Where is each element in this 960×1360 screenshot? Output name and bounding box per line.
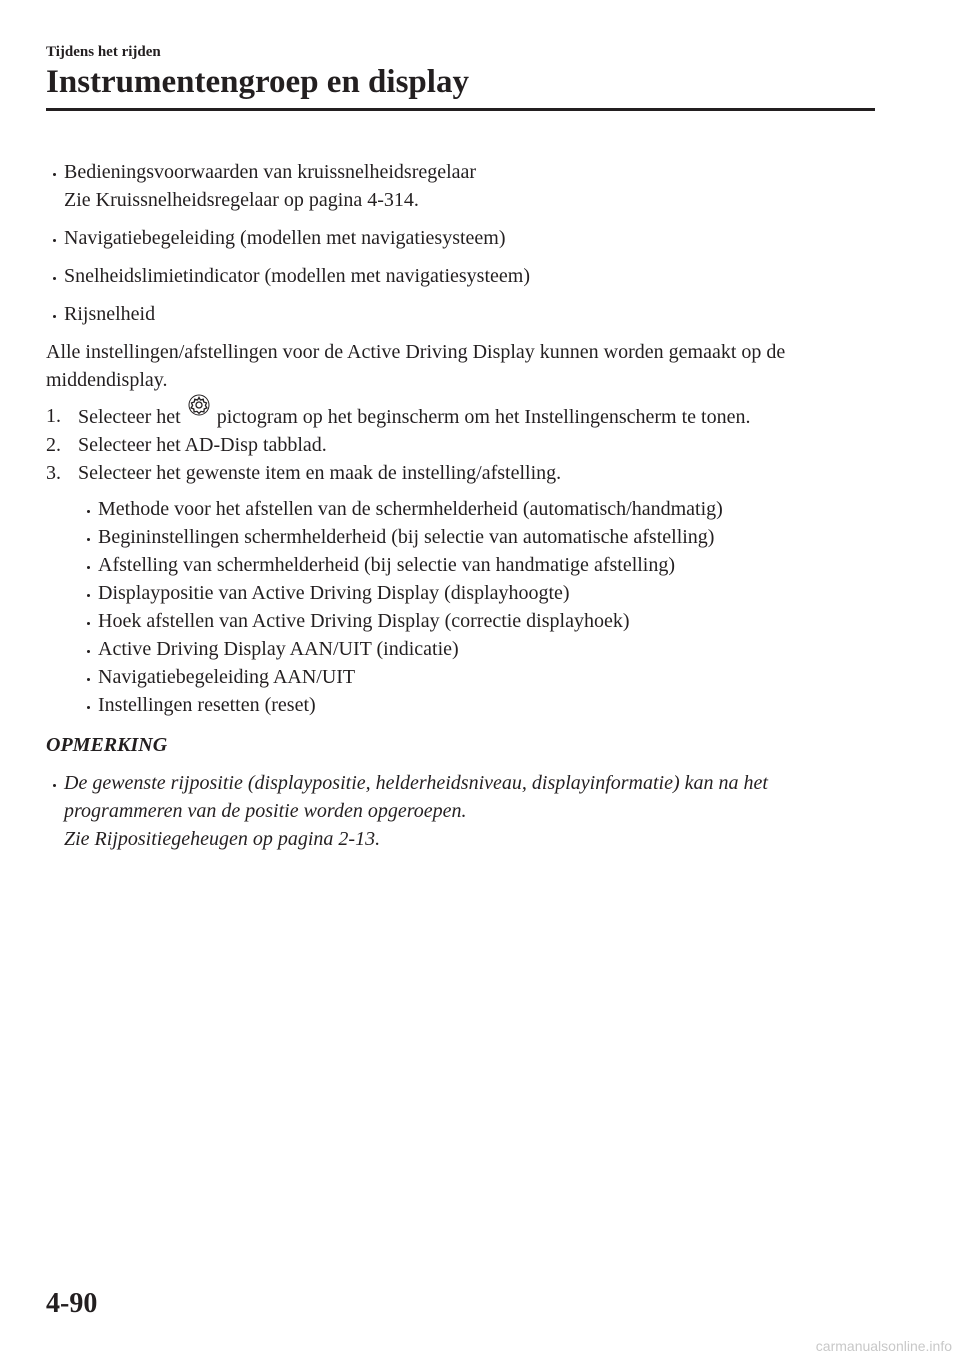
step-text: Selecteer het gewenste item en maak de instelling/afstelling.	[78, 462, 562, 484]
list-item: Hoek afstellen van Active Driving Display (correctie displayhoek)	[80, 607, 876, 635]
settings-gear-icon	[188, 394, 210, 416]
list-item	[46, 300, 876, 328]
list-item-text: Navigatiebegeleiding (modellen met navigatiesysteem)	[64, 227, 506, 249]
step-number: 3.	[46, 462, 61, 484]
list-item	[46, 262, 876, 290]
list-item: Active Driving Display AAN/UIT (indicatie)	[80, 635, 876, 663]
step-text: pictogram op het beginscherm om het Instellingenscherm te tonen.	[216, 406, 751, 428]
intro-paragraph: Alle instellingen/afstellingen voor de Active Driving Display kunnen worden gemaakt op de middendisplay.	[46, 341, 786, 391]
list-item-text: Bedieningsvoorwaarden van kruissnelheidsregelaar	[64, 161, 477, 183]
list-item: Begininstellingen schermhelderheid (bij selectie van automatische afstelling)	[80, 523, 876, 551]
note-block	[46, 731, 876, 853]
section-label: Tijdens het rijden	[46, 44, 161, 60]
page-number: 4-90	[46, 1288, 98, 1319]
note-list	[46, 769, 876, 853]
settings-item-list	[80, 495, 876, 719]
note-text: De gewenste rijpositie (displaypositie, helderheidsniveau, displayinformatie) kan na het programmeren van de positie worden opgeroepen.	[64, 772, 768, 822]
list-item: Instellingen resetten (reset)	[80, 691, 876, 719]
list-item: Navigatiebegeleiding AAN/UIT	[80, 663, 876, 691]
page-title: Instrumentengroep en display	[46, 64, 469, 100]
step-item	[46, 402, 876, 431]
list-item	[46, 224, 876, 252]
step-number: 2.	[46, 434, 61, 456]
list-item	[46, 158, 876, 214]
step-item	[46, 459, 876, 487]
step-text: Selecteer het AD-Disp tabblad.	[78, 434, 327, 456]
step-item	[46, 431, 876, 459]
list-item-reference: Zie Kruissnelheidsregelaar op pagina 4-314.	[64, 189, 419, 211]
list-item: Afstelling van schermhelderheid (bij selectie van handmatige afstelling)	[80, 551, 876, 579]
list-item: Displaypositie van Active Driving Display (displayhoogte)	[80, 579, 876, 607]
list-item-text: Snelheidslimietindicator (modellen met navigatiesysteem)	[64, 265, 530, 287]
watermark: carmanualsonline.info	[815, 1338, 952, 1354]
page-content	[46, 158, 876, 863]
step-text: Selecteer het	[78, 406, 181, 428]
feature-bullet-list	[46, 158, 876, 328]
steps-list	[46, 402, 876, 487]
list-item-text: Rijsnelheid	[64, 303, 156, 325]
title-rule	[46, 108, 875, 111]
note-reference: Zie Rijpositiegeheugen op pagina 2-13.	[64, 828, 381, 850]
list-item: Methode voor het afstellen van de schermhelderheid (automatisch/handmatig)	[80, 495, 876, 523]
step-number: 1.	[46, 405, 61, 427]
note-heading: OPMERKING	[46, 734, 168, 756]
note-item	[46, 769, 876, 853]
